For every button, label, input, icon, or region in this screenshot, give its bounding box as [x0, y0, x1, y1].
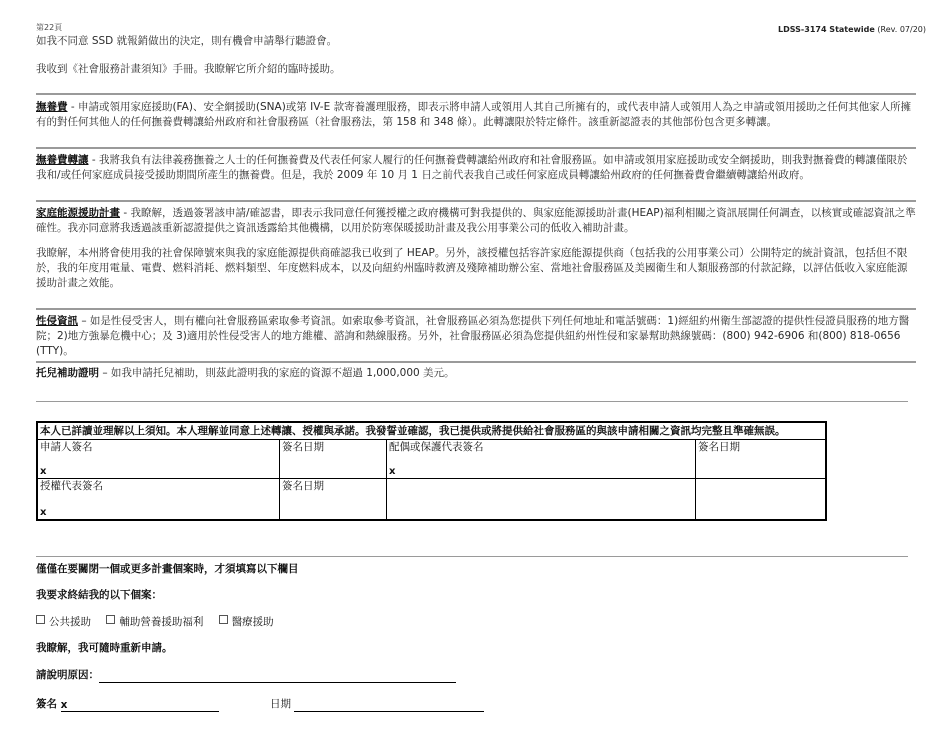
- applicant-signature-label: 申請人簽名: [40, 441, 93, 453]
- spouse-date-field[interactable]: [696, 440, 827, 479]
- divider: [36, 93, 916, 95]
- section-support: [36, 100, 916, 130]
- divider: [36, 147, 916, 149]
- transfer-heading: 撫養費轉讓: [36, 154, 89, 166]
- form-code: LDSS-3174 Statewide: [778, 25, 875, 34]
- spouse-signature-label: 配偶或保護代表簽名: [389, 441, 484, 453]
- section-transfer: [36, 153, 916, 183]
- sex-offender-body: – 如是性侵受害人，則有權向社會服務區索取參考資訊。如索取參考資訊，社會服務區必須為您提供下列任何地址和電話號碼：1)經紐約州衛生部認證的提供性侵證員服務的地方醫院；2)地方強暴危機中心；及 3)適用於性侵受害人的地方維權、諮詢和熱線服務。另外，社會服務區必須為您提供紐約州性侵和家暴幫助熱線號碼：(800) 942-6906 和(800) 818-0656 (TTY)。: [36, 315, 910, 358]
- intro-hearing: 如我不同意 SSD 就報銷做出的決定，則有機會申請舉行聽證會。: [36, 35, 338, 47]
- divider: [36, 556, 908, 557]
- support-heading: 撫養費: [36, 101, 68, 113]
- option-label: 輔助營養援助福利: [119, 616, 204, 628]
- section-sex-offender: [36, 314, 916, 360]
- x-mark: x: [60, 699, 68, 711]
- authorized-date-label: 簽名日期: [282, 480, 324, 492]
- page-number: 第22頁: [36, 23, 63, 32]
- applicant-date-field[interactable]: [280, 440, 387, 479]
- declaration-text: 本人已詳讀並理解以上須知。本人理解並同意上述轉讓、授權與承諾。我發誓並確認，我已提供或將提供給社會服務區的與該申請相關之資訊均完整且準確無誤。: [37, 422, 826, 440]
- childcare-heading: 托兒補助證明: [36, 367, 99, 379]
- spouse-date-label: 簽名日期: [698, 441, 740, 453]
- empty-cell: [387, 479, 696, 521]
- case-options: [36, 615, 274, 630]
- support-body: - 申請或領用家庭援助(FA)、安全網援助(SNA)或第 IV-E 款寄養護理服務，即表示將申請人或領用人其自己所擁有的，或代表申請人或領用人為之申請或領用援助之任何其他家人所擁有的對任何其他人的任何撫養費轉讓給州政府和社會服務區（社會服務法，第 158 和 348 條）。此轉讓限於特定條件。該重新認證表的其他部份包含更多轉讓。: [36, 101, 912, 129]
- final-date-label: 日期: [270, 698, 291, 710]
- option-snap[interactable]: [106, 616, 203, 628]
- final-date-row: [270, 697, 484, 712]
- reason-label: 請說明原因：: [36, 669, 99, 681]
- spouse-signature-field[interactable]: [387, 440, 696, 479]
- childcare-body: – 如我申請托兒補助，則茲此證明我的家庭的資源不超過 1,000,000 美元。: [99, 367, 455, 379]
- option-medical-assistance[interactable]: [219, 616, 274, 628]
- authorized-signature-label: 授權代表簽名: [40, 480, 103, 492]
- signature-table: [36, 421, 827, 521]
- reason-line[interactable]: [99, 670, 456, 683]
- divider: [36, 401, 908, 402]
- option-public-assistance[interactable]: [36, 616, 91, 628]
- option-label: 醫療援助: [231, 616, 274, 628]
- checkbox[interactable]: [106, 615, 115, 624]
- section-heap: [36, 206, 916, 236]
- section-childcare: [36, 366, 916, 381]
- final-date-line[interactable]: [294, 699, 484, 712]
- final-signature-row: [36, 697, 219, 712]
- reapply-text: 我瞭解，我可隨時重新申請。: [36, 642, 173, 654]
- x-mark: x: [389, 465, 396, 477]
- x-mark: x: [40, 465, 47, 477]
- heap-body: - 我瞭解，透過簽署該申請/確認書，即表示我同意任何獲授權之政府機構可對我提供的、與家庭能源援助計畫(HEAP)福利相關之資訊展開任何調查，以核實或確認資訊之準確性。我亦同意將我透過該重新認證提供之資訊透露給其他機構，以用於防寒保暖援助計畫及我公用事業公司的低收入補助計畫。: [36, 207, 916, 235]
- checkbox[interactable]: [36, 615, 45, 624]
- option-label: 公共援助: [49, 616, 91, 628]
- heap-heading: 家庭能源援助計畫: [36, 207, 120, 219]
- divider: [36, 308, 916, 310]
- closing-request: 我要求終結我的以下個案：: [36, 589, 162, 601]
- x-mark: x: [40, 506, 47, 518]
- applicant-date-label: 簽名日期: [282, 441, 324, 453]
- sex-offender-heading: 性侵資訊: [36, 315, 78, 327]
- authorized-signature-field[interactable]: [37, 479, 280, 521]
- closing-intro: 僅僅在要關閉一個或更多計畫個案時，才須填寫以下欄目: [36, 563, 299, 575]
- intro-handbook: 我收到《社會服務計畫須知》手冊。我瞭解它所介紹的臨時援助。: [36, 63, 341, 75]
- applicant-signature-field[interactable]: [37, 440, 280, 479]
- empty-cell: [696, 479, 827, 521]
- reason-row: [36, 668, 456, 683]
- divider: [36, 361, 916, 363]
- transfer-body: - 我將我負有法律義務撫養之人士的任何撫養費及代表任何家人履行的任何撫養費轉讓給州政府和社會服務區。如申請或領用家庭援助或安全網援助，則我對撫養費的轉讓僅限於我和/或任何家庭成員接受援助期間所產生的撫養費。但是，我於 2009 年 10 月 1 日之前代表我自己或任何家庭成員轉讓給州政府的任何撫養費會繼續轉讓給州政府。: [36, 154, 908, 182]
- divider: [36, 200, 916, 202]
- checkbox[interactable]: [219, 615, 228, 624]
- final-signature-label: 簽名: [36, 698, 57, 710]
- authorized-date-field[interactable]: [280, 479, 387, 521]
- final-signature-line[interactable]: [61, 699, 219, 712]
- form-revision: (Rev. 07/20): [877, 25, 926, 34]
- heap-body-2: 我瞭解，本州將會使用我的社會保障號來與我的家庭能源提供商確認我已收到了 HEAP。另外，該授權包括容許家庭能源提供商（包括我的公用事業公司）公開特定的統計資訊，包括但不限於，我的年度用電量、電費、燃料消耗、燃料類型、年度燃料成本，以及向紐約州臨時救濟及殘障補助辦公室、當地社會服務區及美國衛生和人類服務部的付款記錄，以評估低收入家庭能源援助計畫之效能。: [36, 247, 908, 290]
